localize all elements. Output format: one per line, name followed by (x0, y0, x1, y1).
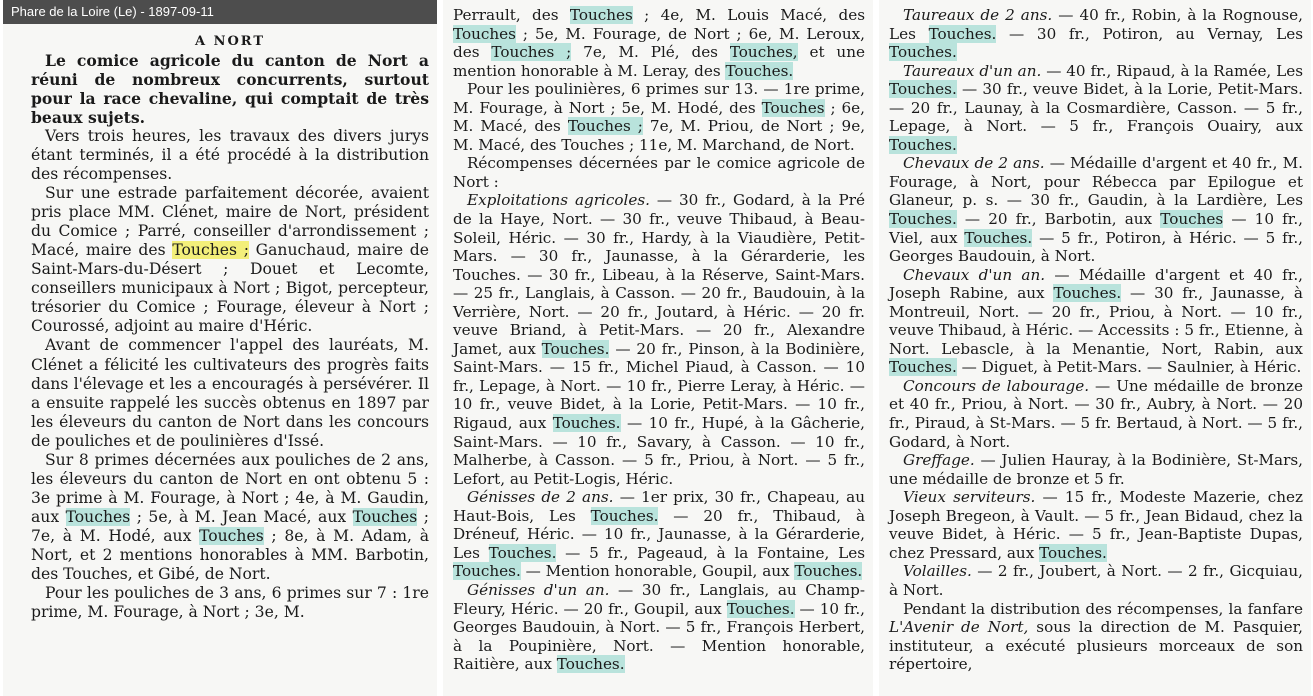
italic-text: Concours de labourage. (903, 376, 1090, 395)
paragraph (889, 62, 1303, 155)
text-run: — 10 fr., Georges Baudouin, à Nort. — 5 fr., François Herbert, à la Poupinière, Nort. — Mention honorable, Raitière, aux (453, 599, 865, 674)
text-run: ; 6e, M. Macé, des (453, 98, 865, 136)
highlighted-term: Touches. (928, 24, 997, 43)
text-run: — 10 fr., Viel, aux (889, 210, 1303, 247)
text-run: Pour les pouliches de 3 ans, 6 primes sur 7 : 1re prime, M. Fourage, à Nort ; 3e, M. (31, 583, 429, 621)
italic-text: Volailles. (903, 562, 972, 581)
italic-text: Vieux serviteurs. (903, 488, 1036, 507)
paragraph (31, 584, 429, 622)
text-run: Le comice agricole du canton de Nort a réuni de nombreux concurrents, surtout pour la race chevaline, qui comptait de très beaux sujets. (31, 51, 429, 128)
paragraph (31, 451, 429, 584)
paragraph (889, 266, 1303, 377)
text-run: — 30 fr., Potiron, au Vernay, Les (996, 24, 1303, 43)
text-run: — Mention honorable, Goupil, aux (520, 562, 795, 581)
italic-text: Chevaux de 2 ans. (903, 154, 1045, 173)
text-run: et une mention honorable à M. Leray, des (453, 43, 865, 80)
paragraph (31, 184, 429, 336)
highlighted-term: Touches (569, 6, 633, 24)
highlighted-term: Touches. (889, 210, 957, 229)
column-1 (3, 0, 437, 696)
highlighted-term: Touches ; (491, 43, 572, 62)
paragraph (453, 6, 865, 80)
highlighted-term: Touches. (1039, 543, 1107, 562)
text-run: — 40 fr., Ripaud, à la Ramée, Les (1041, 61, 1304, 80)
highlighted-term: Touches. (725, 61, 794, 80)
italic-text: Exploitations agricoles. (467, 191, 650, 210)
highlighted-term: Touches (65, 507, 131, 526)
highlighted-term: Touches. (794, 562, 863, 581)
text-run: 7e, M. Priou, de Nort ; 9e, M. Macé, des Touches ; 11e, M. Marchand, de Nort. (453, 117, 866, 154)
text-run: Avant de commencer l'appel des lauréats, M. Clénet a félicité les cultivateurs des progrès faits dans l'élevage et les a encouragés à persévérer. Il a ensuite rappelé les succès obtenus en 1897 par les éleveurs du canton de Nort dans les concours de pouliches et de poulinières d'Issé. (31, 336, 429, 450)
text-run: — 30 fr., Langlais, au Champ-Fleury, Héric. — 20 fr., Goupil, aux (453, 580, 865, 618)
text-run: ; 4e, M. Louis Macé, des (632, 6, 865, 24)
highlighted-term: Touches. (889, 80, 957, 99)
paragraph (889, 6, 1303, 62)
text-run: — 30 fr., Jaunasse, à Montreuil, Nort. — 20 fr., Priou, à Nort. — 10 fr., veuve Thibaud, à Héric. — Accessits : 5 fr., Etienne, à Nort. Lebascle, à la Menantie, Nort, Rabin, aux (889, 284, 1303, 358)
highlighted-term: Touches (199, 526, 264, 545)
italic-text: Chevaux d'un an. (903, 265, 1046, 284)
text-run: — 5 fr., Pageaud, à la Fontaine, Les (556, 543, 865, 562)
text-run: Vers trois heures, les travaux des divers jurys étant terminés, il a été procédé à la distribution des récompenses. (31, 127, 429, 184)
text-run: ; 5e, M. Fourage, de Nort ; 6e, M. Leroux, des (453, 24, 865, 62)
text-run: — Médaille d'argent et 40 fr., M. Fourage, à Nort, pour Rébecca par Epilogue et Glaneur, p. s. — 30 fr., Gaudin, à la Lardière, Les (889, 154, 1304, 210)
article-title: A NORT (194, 34, 266, 49)
text-run: — 10 fr., Hupé, à la Gâcherie, Saint-Mars. — 10 fr., Savary, à Casson. — 10 fr., Malherbe, à Casson. — 5 fr., Priou, à Nort. — 5 fr., Lefort, au Petit-Logis, Héric. (453, 414, 865, 488)
column-2 (443, 0, 873, 696)
paragraph (889, 451, 1303, 488)
highlighted-term: Touches ; (567, 117, 643, 136)
italic-text: Taureaux d'un an. (903, 61, 1042, 80)
paragraph (31, 51, 429, 127)
paragraph (889, 154, 1303, 265)
text-run: — 40 fr., Robin, à la Rognouse, Les (889, 6, 1303, 43)
paragraph (453, 581, 865, 674)
text-run: Pour les poulinières, 6 primes sur 13. — 1re prime, M. Fourage, à Nort ; 5e, M. Hodé, des (453, 80, 865, 117)
highlighted-term: Touches. (541, 339, 610, 358)
highlighted-term: Touches. (889, 43, 957, 62)
highlighted-term: Touches. (488, 543, 557, 562)
column-3-text (889, 6, 1303, 674)
text-run: — 20 fr., Thibaud, à Dréneuf, Héric. — 10 fr., Jaunasse, à la Gérarderie, Les (453, 506, 866, 562)
paragraph (31, 127, 429, 184)
paragraph (453, 80, 865, 154)
highlighted-term: Touches. (726, 599, 795, 618)
text-run: Pendant la distribution des récompenses, la fanfare (903, 599, 1303, 618)
text-run: ; 5e, à M. Jean Macé, aux (130, 507, 353, 526)
text-run: Ganuchaud, maire de Saint-Mars-du-Désert ; Douet et Lecomte, conseillers municipaux à Nort ; Bigot, percepteur, trésorier du Comice ; Fourage, éleveur à Nort ; Courossé, adjoint au maire d'Héric. (31, 241, 429, 336)
text-run: — Une médaille de bronze et 40 fr., Priou, à Nort. — 30 fr., Aubry, à Nort. — 20 fr., Piraud, à St-Mars. — 5 fr. Bertaud, à Nort. — 5 fr., Godard, à Nort. (889, 376, 1304, 451)
text-run: Sur 8 primes décernées aux pouliches de 2 ans, les éleveurs du canton de Nort en ont obtenu 5 : 3e prime à M. Fourage, à Nort ; 4e, à M. Gaudin, aux (31, 450, 429, 526)
text-run: — Médaille d'argent et 40 fr., Joseph Rabine, aux (889, 265, 1304, 303)
highlighted-term: Touches, (729, 43, 798, 62)
paragraph (31, 336, 429, 450)
italic-text: Taureaux de 2 ans. (903, 6, 1053, 24)
text-run: ; 8e, à M. Adam, à Nort, et 2 mentions honorables à MM. Barbotin, des Touches, et Gibé, de Nort. (31, 526, 429, 583)
paragraph (889, 377, 1303, 451)
text-run: — 20 fr., Pinson, à la Bodinière, Saint-Mars. — 15 fr., Michel Piaud, à Casson. — 10 fr., Lepage, à Nort. — 10 fr., Pierre Leray, à Héric. — 10 fr., veuve Bidet, à la Lorie, Petit-Mars. — 10 fr., Rigaud, aux (453, 339, 865, 433)
highlighted-term: Touches. (1053, 284, 1122, 303)
paragraph (453, 488, 865, 581)
highlighted-term: Touches (352, 507, 418, 526)
highlighted-term: Touches (1160, 210, 1224, 229)
text-run: 7e, M. Plé, des (571, 43, 730, 62)
text-run: — 20 fr., Barbotin, aux (956, 210, 1161, 229)
document-title-bar: Phare de la Loire (Le) - 1897-09-11 (3, 0, 437, 24)
italic-text: L'Avenir de Nort, (889, 618, 1029, 637)
highlighted-term: Touches. (590, 506, 659, 525)
column-2-text (453, 6, 865, 674)
highlighted-term: Touches. (889, 358, 957, 377)
text-run: Récompenses décernées par le comice agricole de Nort : (453, 154, 865, 191)
text-run: ; 7e, à M. Hodé, aux (31, 507, 430, 545)
highlighted-term: Touches. (964, 228, 1033, 247)
column-1-body (3, 24, 437, 622)
highlighted-term: Touches ; (172, 241, 249, 260)
highlighted-term: Touches (761, 98, 825, 117)
text-run: — 30 fr., veuve Bidet, à la Lorie, Petit-Mars. — 20 fr., Launay, à la Cosmardière, Casson. — 5 fr., Lepage, à Nort. — 5 fr., François Ouairy, aux (889, 80, 1303, 136)
highlighted-term: Touches. (889, 135, 957, 154)
text-run: — 30 fr., Godard, à la Pré de la Haye, Nort. — 30 fr., veuve Thibaud, à Beau-Soleil, Héric. — 30 fr., Hardy, à la Viaudière, Petit-Mars. — 30 fr., Jaunasse, à la Gérarderie, les Touches. — 30 fr., Libeau, à la Réserve, Saint-Mars. — 25 fr., Langlais, à Casson. — 20 fr., Baudouin, à la Verrière, Nort. — 20 fr., Joutard, à Héric. — 20 fr. veuve Briand, à Petit-Mars. — 20 fr., Alexandre Jamet, aux (453, 191, 865, 358)
highlighted-term: Touches. (552, 414, 621, 433)
highlighted-term: Touches. (556, 655, 625, 674)
italic-text: Génisses de 2 ans. (467, 488, 614, 507)
text-run: — 1er prix, 30 fr., Chapeau, au Haut-Bois, Les (453, 488, 865, 525)
paragraph (453, 154, 865, 191)
text-run: — 15 fr., Modeste Mazerie, chez Joseph Bregeon, à Vault. — 5 fr., Jean Bidaud, chez la veuve Bidet, à Héric. — 5 fr., Jean-Baptiste Dupas, chez Pressard, aux (889, 488, 1303, 562)
column-1-text (31, 51, 429, 622)
text-run: Perrault, des (453, 6, 570, 24)
column-3 (879, 0, 1311, 696)
highlighted-term: Touches (453, 24, 516, 43)
text-run: Sur une estrade parfaitement décorée, avaient pris place MM. Clénet, maire de Nort, président du Comice ; Parré, conseiller d'arrondissement ; Macé, maire des (31, 184, 429, 260)
highlighted-term: Touches. (453, 562, 521, 581)
italic-text: Génisses d'un an. (467, 580, 610, 599)
paragraph (889, 562, 1303, 599)
text-run: sous la direction de M. Pasquier, instituteur, a exécuté plusieurs morceaux de son répertoire, (889, 618, 1303, 674)
paragraph (889, 488, 1303, 562)
text-run: — 5 fr., Potiron, à Héric. — 5 fr., Georges Baudouin, à Nort. (889, 228, 1304, 266)
paragraph (889, 600, 1303, 674)
text-run: — 2 fr., Joubert, à Nort. — 2 fr., Gicquiau, à Nort. (889, 562, 1303, 599)
italic-text: Greffage. (903, 451, 975, 470)
text-run: — Diguet, à Petit-Mars. — Saulnier, à Héric. (956, 358, 1302, 377)
paragraph (453, 191, 865, 488)
text-run: — Julien Hauray, à la Bodinière, St-Mars, une médaille de bronze et 5 fr. (889, 451, 1303, 488)
